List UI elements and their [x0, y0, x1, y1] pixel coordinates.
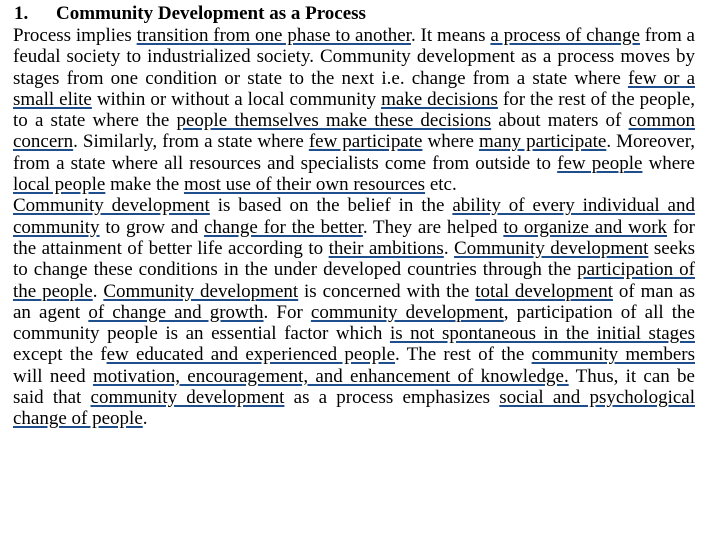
paragraph — [13, 195, 695, 429]
underlined-phrase: motivation, encouragement, and enhancement of knowledge. — [92, 365, 569, 387]
text-run: from a feudal society to industrialized society. Community development as a process moves by stages from one condition or state to the next i.e. change from a state where — [13, 25, 695, 89]
underlined-phrase: Community development — [13, 195, 210, 217]
underlined-phrase: Community development — [454, 237, 649, 259]
underlined-phrase: few participate — [308, 131, 423, 153]
text-run: . — [443, 237, 455, 259]
text-run: Process implies — [13, 25, 137, 46]
underlined-phrase: community members — [531, 344, 695, 366]
text-run: about maters of — [491, 110, 629, 132]
text-run: seeks to change these conditions in the under developed countries through the — [13, 237, 696, 281]
text-run: . Moreover, from a state where all resources and specialists come from outside to — [13, 131, 696, 174]
section-number: 1. — [14, 3, 29, 24]
text-run: Thus, it can be said that — [13, 365, 695, 409]
underlined-phrase: is not spontaneous in the initial stages — [389, 323, 695, 345]
text-run: . The rest of the — [395, 344, 532, 366]
underlined-phrase: transition from one phase to another — [136, 25, 411, 46]
text-run: , participation of all the community people is an essential factor which — [13, 301, 695, 345]
underlined-phrase: a process of change — [490, 25, 640, 46]
text-run: where — [422, 131, 479, 153]
underlined-phrase: community development — [90, 387, 285, 409]
text-run: within or without a local community — [91, 88, 382, 110]
text-run: . It means — [410, 25, 491, 46]
text-run: of man as an agent — [13, 280, 695, 323]
text-run: for the attainment of better life according to — [13, 216, 696, 259]
text-run: . Similarly, from a state where — [73, 131, 309, 153]
underlined-phrase: many participate — [478, 131, 607, 153]
text-run: . For — [263, 301, 311, 323]
paragraph — [13, 25, 695, 195]
underlined-phrase: to organize and work — [503, 216, 668, 238]
underlined-phrase: participation of the people — [13, 259, 695, 302]
text-run: as a process emphasizes — [284, 387, 500, 409]
section-title: Community Development as a Process — [56, 3, 366, 24]
section-heading — [14, 3, 366, 25]
underlined-phrase: people themselves make these decisions — [176, 110, 492, 132]
text-run: where — [642, 152, 695, 174]
underlined-phrase: total development — [475, 280, 614, 302]
underlined-phrase: Community development — [103, 280, 299, 302]
underlined-phrase: make decisions — [381, 88, 498, 110]
text-run: . They are helped — [362, 216, 504, 238]
text-run: for the rest of the people, to a state where the — [13, 88, 696, 132]
underlined-phrase: few people — [557, 152, 643, 174]
underlined-phrase: ew educated and experienced people — [106, 344, 396, 366]
text-run: to grow and — [99, 216, 205, 238]
text-run: . — [142, 408, 148, 430]
text-run: will need — [13, 365, 93, 387]
underlined-phrase: local people — [13, 174, 106, 196]
underlined-phrase: ability of every individual and community — [13, 195, 695, 238]
text-run: is based on the belief in the — [209, 195, 453, 217]
text-run: etc. — [425, 174, 457, 196]
underlined-phrase: community development — [310, 301, 504, 323]
underlined-phrase: social and psychological change of people — [13, 387, 695, 430]
underlined-phrase: few or a small elite — [13, 67, 695, 110]
underlined-phrase: common concern — [13, 110, 695, 153]
underlined-phrase: their ambitions — [328, 237, 444, 259]
underlined-phrase: most use of their own resources — [183, 174, 426, 196]
text-run: except the f — [13, 344, 107, 366]
text-run: is concerned with the — [298, 280, 476, 302]
underlined-phrase: of change and growth — [88, 301, 264, 323]
text-run: . — [92, 280, 104, 302]
text-run: make the — [105, 174, 184, 196]
underlined-phrase: change for the better — [204, 216, 363, 238]
document-body — [13, 25, 695, 430]
